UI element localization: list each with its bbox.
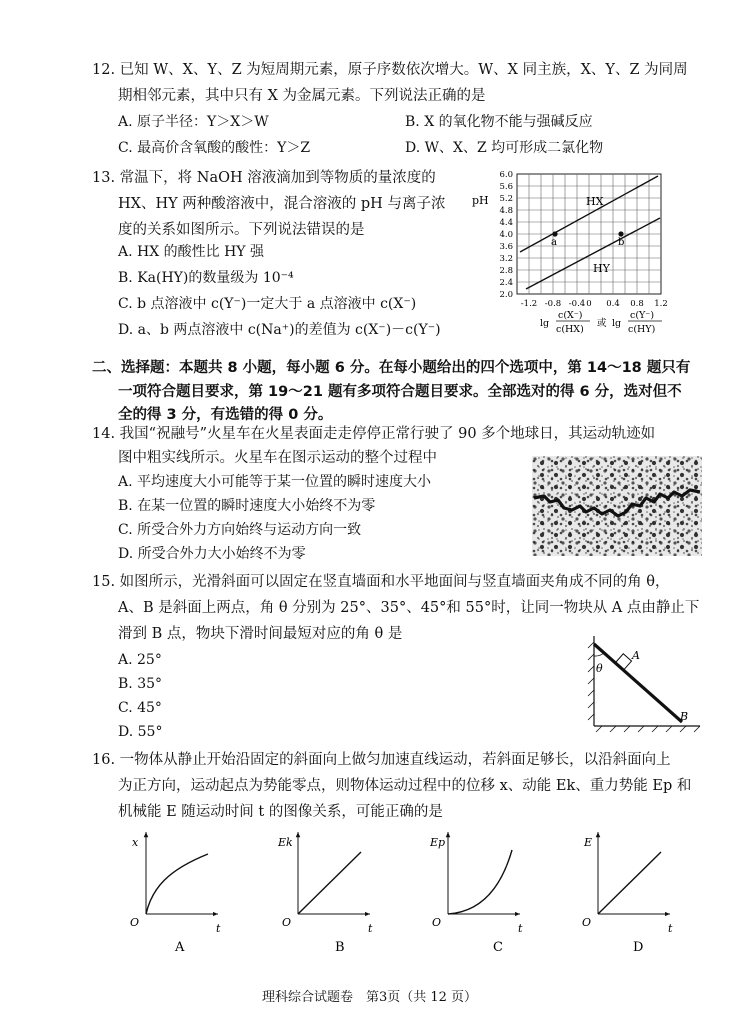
q15-option-c: C. 45°	[118, 700, 162, 716]
ph-chart	[468, 168, 704, 344]
point-A-label: A	[632, 649, 640, 662]
ph-y-ticks	[499, 170, 513, 300]
hy-label: HY	[593, 262, 610, 275]
y-tick: 3.6	[499, 242, 513, 252]
q12-stem-line1: 12. 已知 W、X、Y、Z 为短周期元素，原子序数依次增大。W、X 同主族，X、Y、Z 为同周	[92, 62, 688, 78]
svg-text:Ek: Ek	[278, 836, 293, 849]
y-tick: 4.0	[499, 230, 513, 240]
q14-stem-line1: 14. 我国“祝融号”火星车在火星表面走走停停正常行驶了 90 多个地球日，其运动轨迹如	[92, 426, 656, 442]
q13-stem-line2: HX、HY 两种酸溶液中，混合溶液的 pH 与离子浓	[118, 196, 446, 212]
svg-text:或: 或	[597, 318, 607, 329]
graph-b	[277, 832, 373, 955]
svg-text:c(X⁻): c(X⁻)	[558, 310, 583, 321]
q12-stem-line2: 期相邻元素，其中只有 X 为金属元素。下列说法正确的是	[118, 88, 486, 104]
point-b-label: b	[618, 237, 625, 248]
x-tick: -1.2	[520, 299, 538, 309]
point-a	[552, 231, 557, 236]
y-tick: 6.0	[499, 170, 513, 180]
q16-stem-line3: 机械能 E 随运动时间 t 的图像关系，可能正确的是	[118, 804, 443, 820]
svg-text:t: t	[216, 922, 221, 935]
hx-label: HX	[586, 195, 604, 208]
ph-grid	[517, 174, 661, 294]
x-tick: -0.8	[544, 299, 562, 309]
q15-stem-line3: 滑到 B 点，物块下滑时间最短对应的角 θ 是	[118, 626, 403, 642]
q14-stem-line2: 图中粗实线所示。火星车在图示运动的整个过程中	[118, 450, 437, 466]
x-tick: 0	[586, 299, 592, 309]
q13-option-b: B. Ka(HY)的数量级为 10⁻⁴	[118, 270, 294, 286]
svg-text:C: C	[493, 940, 503, 955]
graph-c	[429, 832, 523, 955]
svg-text:Ep: Ep	[430, 836, 446, 849]
section2-line1: 二、选择题：本题共 8 小题，每小题 6 分。在每小题给出的四个选项中，第 14～18 题只有	[92, 360, 691, 376]
page-footer: 理科综合试题卷 第3页（共 12 页）	[261, 990, 478, 1005]
svg-text:E: E	[584, 836, 593, 849]
graph-a	[130, 832, 221, 955]
svg-text:lg: lg	[612, 318, 622, 329]
x-tick: -0.4	[568, 299, 586, 309]
hy-line	[526, 218, 660, 289]
svg-text:t: t	[518, 922, 523, 935]
q12-option-b: B. X 的氧化物不能与强碱反应	[405, 114, 593, 130]
y-tick: 4.4	[499, 218, 513, 228]
ph-x-axis-label	[540, 310, 662, 335]
line-d	[598, 852, 661, 914]
y-tick: 5.2	[499, 194, 513, 204]
x-tick: 1.2	[654, 299, 668, 309]
svg-text:t: t	[368, 922, 373, 935]
svg-text:lg: lg	[540, 318, 550, 329]
q16-stem-line1: 16. 一物体从静止开始沿固定的斜面向上做匀加速直线运动，若斜面足够长，以沿斜面向上	[92, 752, 671, 768]
ph-axis-label: pH	[472, 194, 489, 207]
point-b	[618, 231, 623, 236]
svg-text:B: B	[335, 940, 345, 955]
wall-hatching	[588, 642, 594, 720]
y-tick: 5.6	[499, 182, 513, 192]
q15-option-a: A. 25°	[118, 652, 162, 668]
q14-option-b: B. 在某一位置的瞬时速度大小始终不为零	[118, 498, 376, 514]
q14-option-d: D. 所受合外力大小始终不为零	[118, 546, 306, 562]
y-tick: 2.8	[499, 266, 513, 276]
y-tick: 2.0	[499, 290, 513, 300]
q15-option-d: D. 55°	[118, 724, 163, 740]
svg-text:c(HY): c(HY)	[628, 324, 656, 335]
ground-hatching	[596, 726, 700, 732]
q16-stem-line2: 为正方向，运动起点为势能零点，则物体运动过程中的位移 x、动能 Ek、重力势能 Ep 和	[118, 778, 692, 794]
incline-figure	[580, 634, 704, 734]
theta-label: θ	[596, 662, 603, 675]
q16-graphs	[118, 826, 698, 958]
q13-stem-line1: 13. 常温下，将 NaOH 溶液滴加到等物质的量浓度的	[92, 170, 436, 186]
q13-stem-line3: 度的关系如图所示。下列说法错误的是	[118, 222, 365, 238]
svg-text:A: A	[175, 940, 185, 955]
q12-option-c: C. 最高价含氧酸的酸性：Y＞Z	[118, 140, 311, 156]
svg-text:t: t	[668, 922, 673, 935]
point-a-label: a	[551, 237, 557, 248]
q15-stem-line1: 15. 如图所示，光滑斜面可以固定在竖直墙面和水平地面间与竖直墙面夹角成不同的角 θ，	[92, 574, 670, 590]
y-tick: 4.8	[499, 206, 513, 216]
q14-option-a: A. 平均速度大小可能等于某一位置的瞬时速度大小	[118, 474, 432, 490]
svg-text:O: O	[582, 916, 592, 929]
point-B-label: B	[680, 710, 689, 723]
mars-track-image	[532, 456, 702, 556]
q13-option-a: A. HX 的酸性比 HY 强	[118, 244, 264, 260]
svg-text:O: O	[432, 916, 442, 929]
q12-option-d: D. W、X、Z 均可形成二氯化物	[405, 140, 604, 156]
q13-option-c: C. b 点溶液中 c(Y⁻)一定大于 a 点溶液中 c(X⁻)	[118, 296, 417, 312]
q15-stem-line2: A、B 是斜面上两点，角 θ 分别为 25°、35°、45°和 55°时，让同一物块从 A 点由静止下	[118, 600, 700, 616]
svg-text:D: D	[633, 940, 644, 955]
section2-line2: 一项符合题目要求，第 19～21 题有多项符合题目要求。全部选对的得 6 分，选对但不	[118, 384, 682, 400]
line-b	[298, 852, 361, 914]
svg-text:c(HX): c(HX)	[556, 324, 584, 335]
curve-a	[146, 854, 208, 914]
q12-option-a: A. 原子半径：Y＞X＞W	[118, 114, 269, 130]
svg-text:c(Y⁻): c(Y⁻)	[630, 310, 655, 321]
graph-d	[582, 832, 673, 955]
svg-text:x: x	[132, 836, 139, 849]
q14-option-c: C. 所受合外力方向始终与运动方向一致	[118, 522, 362, 538]
q15-option-b: B. 35°	[118, 676, 163, 692]
x-tick: 0.4	[606, 299, 620, 309]
curve-c	[448, 850, 512, 914]
y-tick: 3.2	[499, 254, 513, 264]
ph-x-ticks	[521, 299, 668, 309]
svg-text:O: O	[130, 916, 140, 929]
x-tick: 0.8	[630, 299, 644, 309]
q13-option-d: D. a、b 两点溶液中 c(Na⁺)的差值为 c(X⁻)－c(Y⁻)	[118, 322, 441, 338]
y-tick: 2.4	[499, 278, 513, 288]
section2-line3: 全的得 3 分，有选错的得 0 分。	[118, 407, 333, 423]
svg-text:O: O	[282, 916, 292, 929]
